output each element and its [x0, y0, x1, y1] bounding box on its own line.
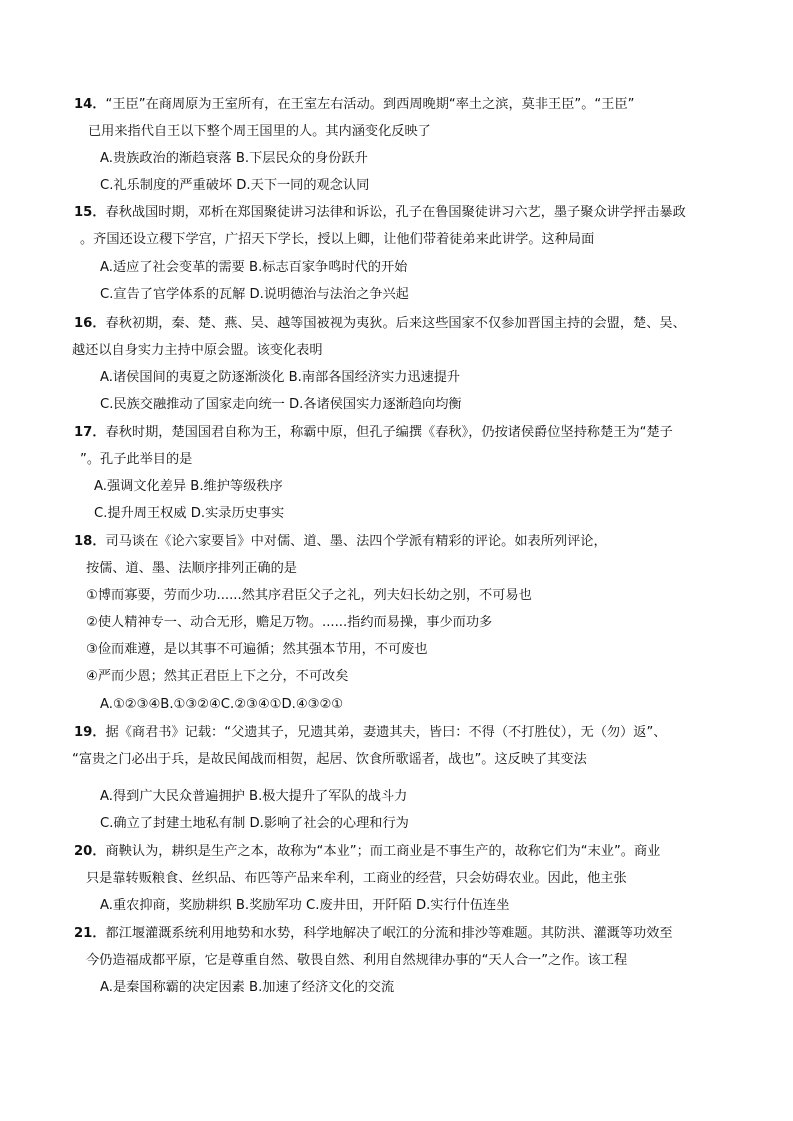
question-14-option-cd: C.礼乐制度的严重破坏 D.天下一同的观念认同 [100, 178, 370, 193]
question-text: 都江堰灌溉系统利用地势和水势，科学地解决了岷江的分流和排沙等难题。其防洪、灌溉等功效至 [105, 926, 673, 941]
question-15-option-ab: A.适应了社会变革的需要 B.标志百家争鸣时代的开始 [100, 260, 408, 275]
question-16-line-2: 越还以自身实力主持中原会盟。该变化表明 [72, 343, 323, 358]
question-text: 春秋初期，秦、楚、燕、吴、越等国被视为夷狄。后来这些国家不仅参加晋国主持的会盟，楚、吴、 [105, 316, 686, 331]
question-number: 16． [74, 316, 106, 331]
question-20-line-2: 只是靠转贩粮食、丝织品、布匹等产品来牟利，工商业的经营，只会妨碍农业。因此，他主张 [86, 871, 627, 886]
question-number: 21． [74, 926, 106, 941]
question-19-option-ab: A.得到广大民众普遍拥护 B.极大提升了军队的战斗力 [100, 789, 408, 804]
question-17-line-2: ”。孔子此举目的是 [80, 452, 193, 467]
question-18-item-1: ①博而寡要，劳而少功......然其序君臣父子之礼，列夫妇长幼之别，不可易也 [86, 588, 532, 603]
question-text: 春秋时期，楚国国君自称为王，称霸中原，但孔子编撰《春秋》，仍按诸侯爵位坚持称楚王为“楚子 [105, 425, 673, 440]
question-17-line-1 [74, 424, 673, 442]
question-18-item-3: ③俭而难遵，是以其事不可遍循；然其强本节用，不可废也 [86, 642, 428, 657]
question-15-line-2: 。齐国还设立稷下学宫，广招天下学长，授以上卿，让他们带着徒弟来此讲学。这种局面 [80, 232, 595, 247]
question-text: 春秋战国时期，邓析在郑国聚徒讲习法律和诉讼，孔子在鲁国聚徒讲习六艺，墨子聚众讲学抨击暴政 [105, 205, 686, 220]
question-14-line-2: 已用来指代自王以下整个周王国里的人。其内涵变化反映了 [88, 124, 431, 139]
question-number: 14． [74, 97, 106, 112]
question-text: “王臣”在商周原为王室所有，在王室左右活动。到西周晚期“率土之滨，莫非王臣”。“王臣” [105, 97, 635, 112]
question-text: 据《商君书》记载：“父遗其子，兄遗其弟，妻遗其夫，皆曰：不得（不打胜仗），无（勿）返”、 [105, 725, 667, 740]
question-16-option-ab: A.诸侯国间的夷夏之防逐渐淡化 B.南部各国经济实力迅速提升 [100, 370, 461, 385]
question-16-option-cd: C.民族交融推动了国家走向统一 D.各诸侯国实力逐渐趋向均衡 [100, 397, 462, 412]
question-number: 18． [74, 534, 106, 549]
question-17-option-ab: A.强调文化差异 B.维护等级秩序 [94, 479, 283, 494]
question-18-line-1 [74, 533, 607, 551]
question-text: 商鞅认为，耕织是生产之本，故称为“本业”；而工商业是不事生产的，故称它们为“末业”。商业 [105, 844, 661, 859]
question-19-line-2: “富贵之门必出于兵，是故民闻战而相贺，起居、饮食所歌谣者，战也”。这反映了其变法 [72, 752, 587, 767]
question-21-line-1 [74, 925, 673, 943]
question-19-option-cd: C.确立了封建土地私有制 D.影响了社会的心理和行为 [100, 816, 409, 831]
question-number: 17． [74, 425, 106, 440]
question-15-option-cd: C.宣告了官学体系的瓦解 D.说明德治与法治之争兴起 [100, 287, 409, 302]
question-14-line-1 [74, 96, 634, 114]
question-16-line-1 [74, 315, 686, 333]
question-18-line-2: 按儒、道、墨、法顺序排列正确的是 [86, 561, 297, 576]
question-17-option-cd: C.提升周王权威 D.实录历史事实 [94, 506, 285, 521]
question-number: 20． [74, 844, 106, 859]
question-number: 15． [74, 205, 106, 220]
question-text: 司马谈在《论六家要旨》中对儒、道、墨、法四个学派有精彩的评论。如表所列评论， [105, 534, 607, 549]
question-18-item-2: ②使人精神专一、动合无形，赡足万物。......指约而易操，事少而功多 [86, 615, 493, 630]
question-19-line-1 [74, 724, 666, 742]
question-21-line-2: 今仍造福成都平原，它是尊重自然、敬畏自然、利用自然规律办事的“天人合一”之作。该工程 [86, 953, 628, 968]
question-number: 19． [74, 725, 106, 740]
question-18-item-4: ④严而少恩；然其正君臣上下之分，不可改矣 [86, 669, 349, 684]
question-20-options: A.重农抑商，奖励耕织 B.奖励军功 C.废井田，开阡陌 D.实行什伍连坐 [100, 898, 510, 913]
question-21-option-ab: A.是秦国称霸的决定因素 B.加速了经济文化的交流 [100, 980, 395, 995]
question-15-line-1 [74, 204, 686, 222]
question-14-option-ab: A.贵族政治的渐趋衰落 B.下层民众的身份跃升 [100, 151, 368, 166]
question-20-line-1 [74, 843, 660, 861]
question-18-options: A.①②③④B.①③②④C.②③④①D.④③②① [100, 697, 344, 712]
